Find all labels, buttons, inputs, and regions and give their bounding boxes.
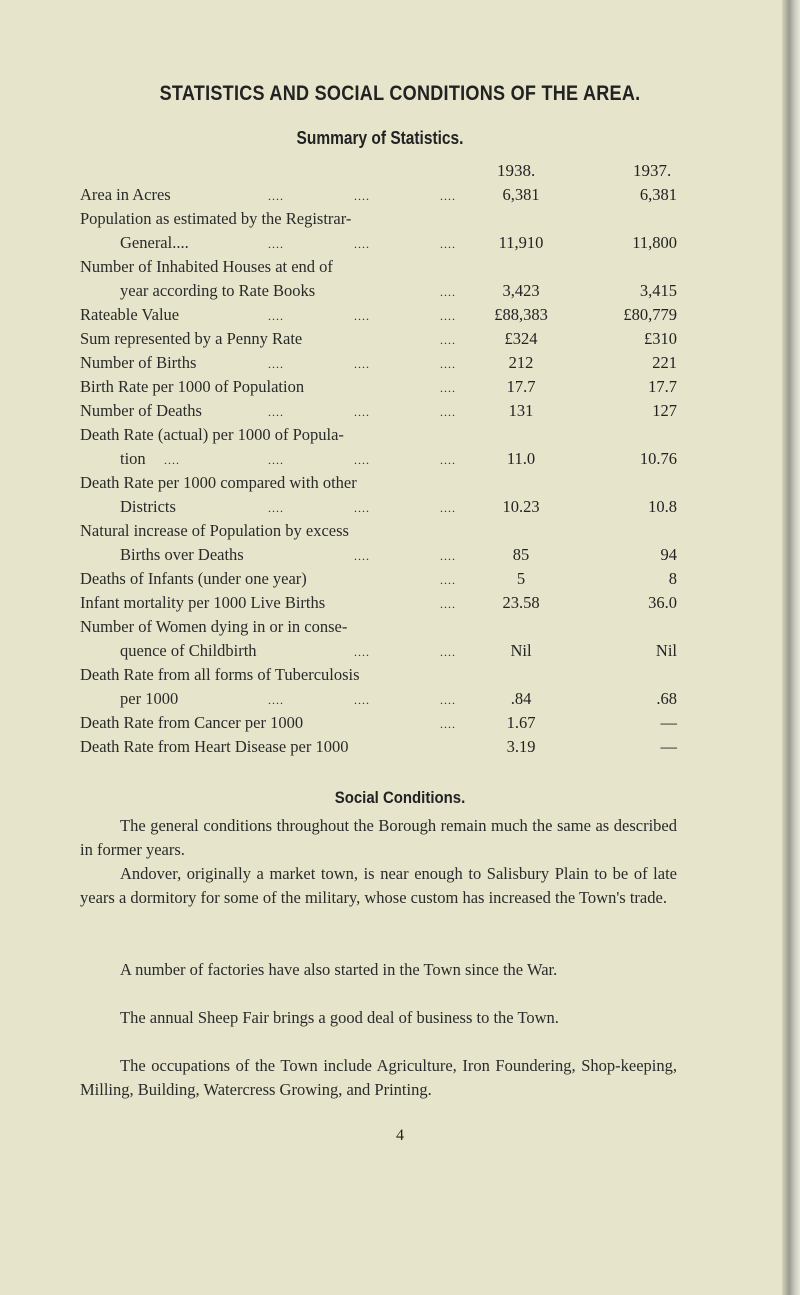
leader-dots: .... <box>268 405 284 419</box>
leader-dots: .... <box>268 357 284 371</box>
value-1938: 6,381 <box>502 185 540 204</box>
row-label: Death Rate from Heart Disease per 1000 <box>80 737 349 756</box>
leader-dots: .... <box>268 453 284 467</box>
summary-heading: Summary of Statistics. <box>296 128 464 148</box>
value-1938: 212 <box>508 353 534 372</box>
row-label: quence of Childbirth <box>120 641 257 660</box>
row-label: Deaths of Infants (under one year) <box>80 569 307 588</box>
value-1937: 17.7 <box>648 377 677 396</box>
leader-dots: .... <box>164 453 180 467</box>
leader-dots: .... <box>440 189 456 203</box>
leader-dots: .... <box>440 357 456 371</box>
leader-dots: .... <box>440 237 456 251</box>
row-label: per 1000 <box>120 689 179 708</box>
year-header-1938: 1938. <box>497 161 536 180</box>
value-1937: 11,800 <box>632 233 677 252</box>
value-1937: 3,415 <box>639 281 677 300</box>
leader-dots: .... <box>440 645 456 659</box>
paragraph: A number of factories have also started in the Town since the War. <box>120 960 558 979</box>
value-1938: 1.67 <box>506 713 536 732</box>
value-1938: 3,423 <box>502 281 540 300</box>
paragraph: The general conditions throughout the Borough remain much the same as described in former years. <box>80 816 677 859</box>
leader-dots: .... <box>354 549 370 563</box>
value-1937: 10.76 <box>639 449 677 468</box>
leader-dots: .... <box>440 573 456 587</box>
social-conditions-heading: Social Conditions. <box>334 788 466 807</box>
row-label: Death Rate from Cancer per 1000 <box>80 713 304 732</box>
value-1938: £324 <box>504 329 538 348</box>
value-1937: 8 <box>668 569 677 588</box>
value-1938: Nil <box>510 641 532 660</box>
year-header-1937: 1937. <box>633 161 672 180</box>
row-label: Natural increase of Population by excess <box>80 521 349 540</box>
value-1938: 23.58 <box>502 593 540 612</box>
row-label: Death Rate per 1000 compared with other <box>80 473 357 492</box>
value-1938: 3.19 <box>506 737 536 756</box>
leader-dots: .... <box>440 693 456 707</box>
row-label: Number of Deaths <box>80 401 202 420</box>
value-1937: 94 <box>660 545 677 564</box>
value-1938: 85 <box>512 545 530 564</box>
value-1937: £310 <box>644 329 677 348</box>
row-label: Number of Women dying in or in conse- <box>80 617 348 636</box>
leader-dots: .... <box>440 717 456 731</box>
page-edge <box>782 0 800 1295</box>
leader-dots: .... <box>354 189 370 203</box>
page-number: 4 <box>396 1127 404 1144</box>
leader-dots: .... <box>440 309 456 323</box>
value-1937: .68 <box>656 689 677 708</box>
leader-dots: .... <box>440 285 456 299</box>
value-1937: 221 <box>652 353 677 372</box>
leader-dots: .... <box>440 333 456 347</box>
leader-dots: .... <box>268 189 284 203</box>
leader-dots: .... <box>268 237 284 251</box>
value-1938: £88,383 <box>494 305 548 324</box>
leader-dots: .... <box>354 405 370 419</box>
row-label: Rateable Value <box>80 305 180 324</box>
value-1937: 6,381 <box>639 185 677 204</box>
value-1938: .84 <box>510 689 532 708</box>
leader-dots: .... <box>440 597 456 611</box>
leader-dots: .... <box>354 693 370 707</box>
value-1938: 5 <box>516 569 526 588</box>
row-label: Infant mortality per 1000 Live Births <box>80 593 326 612</box>
row-label: Number of Births <box>80 353 197 372</box>
row-label: year according to Rate Books <box>120 281 316 300</box>
leader-dots: .... <box>440 453 456 467</box>
paragraph: The annual Sheep Fair brings a good deal of business to the Town. <box>120 1008 559 1027</box>
value-1937: 36.0 <box>648 593 677 612</box>
row-label: Birth Rate per 1000 of Population <box>80 377 305 396</box>
row-label: General.... <box>120 233 189 252</box>
row-label: Death Rate (actual) per 1000 of Popula- <box>80 425 344 444</box>
row-label: Population as estimated by the Registrar- <box>80 209 352 228</box>
leader-dots: .... <box>354 237 370 251</box>
row-label: Death Rate from all forms of Tuberculosis <box>80 665 360 684</box>
value-1938: 131 <box>508 401 534 420</box>
paragraph: The occupations of the Town include Agriculture, Iron Foundering, Shop-keeping, Milling, Building, Watercress Growing, and Printing. <box>80 1056 677 1099</box>
value-1937: — <box>660 737 677 756</box>
value-1938: 11.0 <box>506 449 536 468</box>
value-1937: 127 <box>652 401 677 420</box>
leader-dots: .... <box>440 549 456 563</box>
row-label: tion <box>120 449 146 468</box>
row-label: Number of Inhabited Houses at end of <box>80 257 333 276</box>
leader-dots: .... <box>268 693 284 707</box>
leader-dots: .... <box>354 357 370 371</box>
leader-dots: .... <box>440 501 456 515</box>
row-label: Births over Deaths <box>120 545 244 564</box>
row-label: Area in Acres <box>80 185 171 204</box>
page-title: STATISTICS AND SOCIAL CONDITIONS OF THE AREA. <box>159 82 641 105</box>
value-1938: 11,910 <box>498 233 544 252</box>
leader-dots: .... <box>354 309 370 323</box>
value-1937: 10.8 <box>648 497 677 516</box>
leader-dots: .... <box>354 453 370 467</box>
leader-dots: .... <box>354 645 370 659</box>
value-1937: Nil <box>655 641 677 660</box>
value-1937: — <box>660 713 677 732</box>
leader-dots: .... <box>440 381 456 395</box>
leader-dots: .... <box>268 501 284 515</box>
paragraph: Andover, originally a market town, is near enough to Salisbury Plain to be of late years a dormitory for some of the military, whose custom has increased the Town's trade. <box>80 864 677 907</box>
leader-dots: .... <box>440 405 456 419</box>
leader-dots: .... <box>354 501 370 515</box>
leader-dots: .... <box>268 309 284 323</box>
row-label: Districts <box>120 497 176 516</box>
value-1938: 17.7 <box>506 377 536 396</box>
row-label: Sum represented by a Penny Rate <box>80 329 303 348</box>
value-1938: 10.23 <box>502 497 540 516</box>
value-1937: £80,779 <box>623 305 677 324</box>
